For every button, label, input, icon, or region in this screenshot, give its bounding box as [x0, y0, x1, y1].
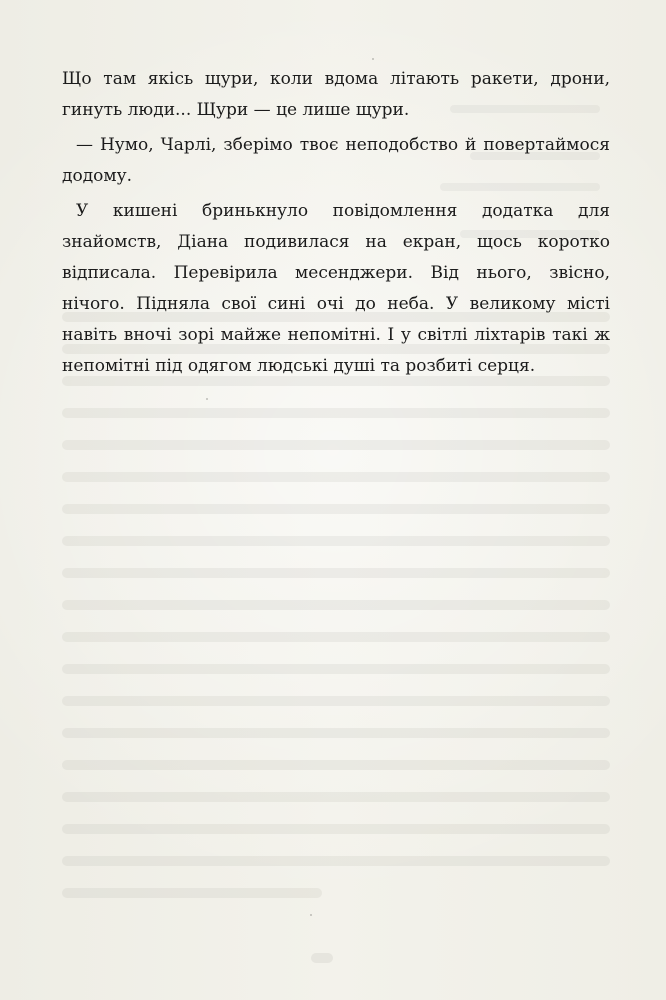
paragraph: У кишені бринькнуло повідомлення додатка для знайомств, Діана подивилася на екран, щось коротко відписала. Перевірила месенджери. Від нього, звісно, нічого. Підняла свої сині очі до неба. У великому місті навіть вночі зорі майже непомітні. І у світлі ліхтарів такі ж непомітні під одягом людські душі та розбиті серця. — [62, 201, 610, 376]
paper-speck — [310, 914, 312, 916]
paragraph: Що там якісь щури, коли вдома літають ракети, дрони, гинуть люди... Щури — це лише щури. — [62, 69, 610, 120]
bleed-through-text — [62, 312, 610, 902]
page-number-bleed — [311, 953, 333, 963]
paper-speck — [206, 398, 208, 400]
paragraph: — Нумо, Чарлі, зберімо твоє неподобство й повертаймося додому. — [62, 135, 610, 186]
paper-speck — [372, 58, 374, 60]
